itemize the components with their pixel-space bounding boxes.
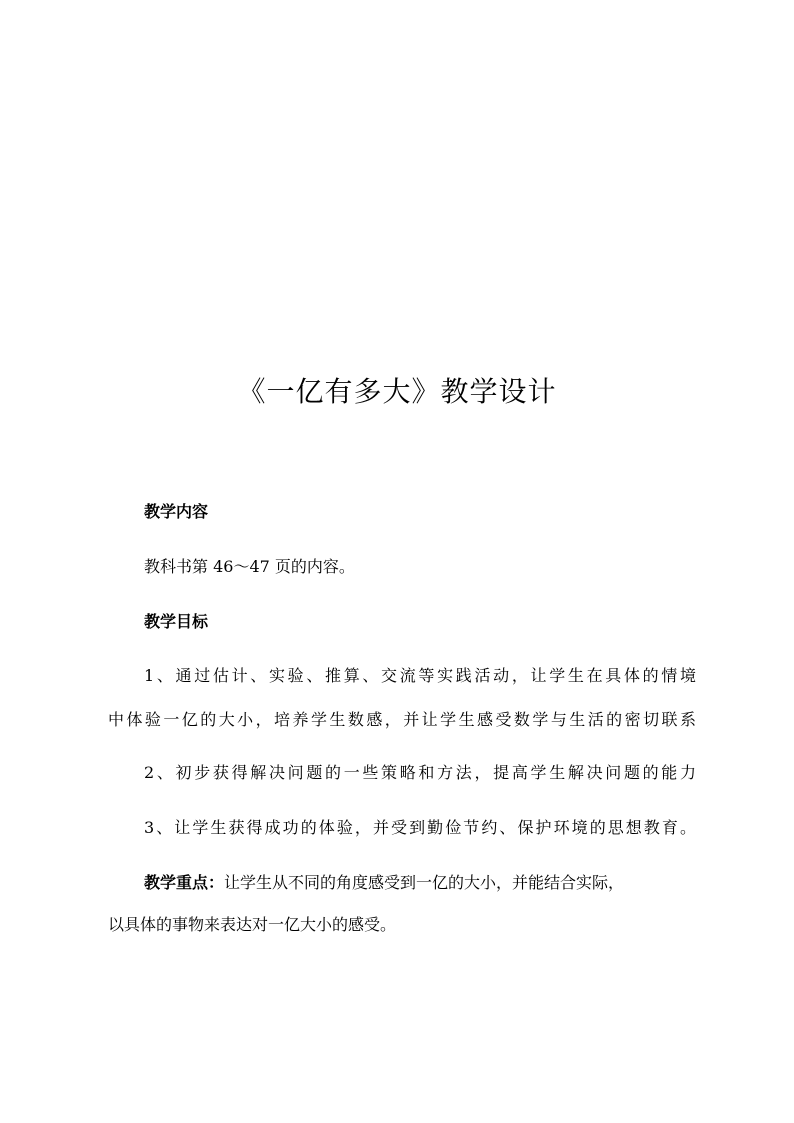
goal-1-line-1: 1、通过估计、实验、推算、交流等实践活动，让学生在具体的情境 bbox=[144, 666, 696, 685]
document-title: 《一亿有多大》教学设计 bbox=[237, 375, 557, 408]
teaching-content-text: 教科书第 46～47 页的内容。 bbox=[144, 557, 355, 576]
teaching-key-point-label: 教学重点： bbox=[144, 873, 225, 892]
teaching-content-heading: 教学内容 bbox=[144, 502, 209, 521]
teaching-key-point-line-2: 以具体的事物来表达对一亿大小的感受。 bbox=[108, 915, 397, 934]
teaching-goals-heading: 教学目标 bbox=[144, 612, 209, 631]
goal-2: 2、初步获得解决问题的一些策略和方法，提高学生解决问题的能力 bbox=[144, 763, 696, 782]
goal-3: 3、让学生获得成功的体验，并受到勤俭节约、保护环境的思想教育。 bbox=[144, 818, 696, 837]
teaching-key-point-text: 让学生从不同的角度感受到一亿的大小，并能结合实际， bbox=[224, 873, 625, 892]
goal-1-line-2: 中体验一亿的大小，培养学生数感，并让学生感受数学与生活的密切联系 bbox=[108, 710, 696, 729]
teaching-key-point-line-1 bbox=[108, 869, 696, 897]
